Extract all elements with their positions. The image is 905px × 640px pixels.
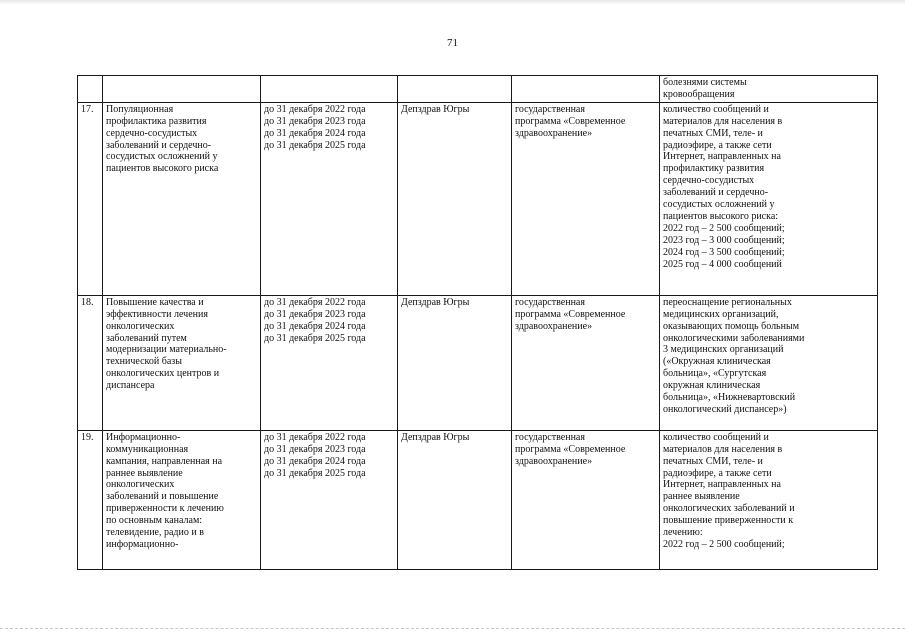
result-line: материалов для населения в [663, 443, 783, 455]
table-row [78, 295, 878, 430]
deadlines-line: до 31 декабря 2022 года [264, 296, 366, 308]
scan-edge-top [0, 0, 905, 5]
result-line: окружная клиническая [663, 380, 761, 392]
deadlines-line: до 31 декабря 2024 года [264, 320, 366, 332]
result-line: пациентов высокого риска: [663, 210, 779, 222]
deadlines-cell [261, 102, 398, 295]
result-cell [660, 102, 878, 295]
table-row [78, 102, 878, 295]
result-line: болезнями системы [663, 77, 747, 88]
event-cell [103, 295, 261, 430]
event-line: телевидение, радио и в [106, 527, 204, 539]
event-line: Информационно- [106, 431, 181, 443]
deadlines-cell [261, 430, 398, 569]
result-line: лечению: [663, 527, 703, 539]
result-cell [660, 430, 878, 569]
event-line: раннее выявление [106, 467, 183, 479]
source-line: программа «Современное [515, 443, 626, 455]
result-line: заболеваний и сердечно- [663, 187, 769, 199]
result-line: материалов для населения в [663, 115, 783, 127]
event-line: онкологических центров и [106, 368, 220, 380]
result-line: переоснащение региональных [663, 296, 792, 308]
measures-table [77, 75, 878, 570]
source-line: здравоохранение» [515, 127, 593, 139]
deadlines-line: до 31 декабря 2023 года [264, 443, 366, 455]
event-line: модернизации материально- [106, 344, 227, 356]
result-line: сосудистых осложнений у [663, 199, 775, 211]
deadlines-cell [261, 295, 398, 430]
page-number: 71 [447, 37, 458, 49]
result-line: 2024 год – 3 500 сообщений; [663, 246, 785, 258]
table-row [78, 430, 878, 569]
event-line: приверженности к лечению [106, 503, 224, 515]
result-line: Интернет, направленных на [663, 479, 781, 491]
deadlines-line: до 31 декабря 2025 года [264, 467, 366, 479]
result-line: радиоэфире, а также сети [663, 467, 772, 479]
row-number-cell: 17. [78, 102, 103, 295]
source-cell [512, 102, 660, 295]
result-line: Интернет, направленных на [663, 151, 781, 163]
row-number-cell [78, 76, 103, 103]
source-line: программа «Современное [515, 308, 626, 320]
result-line: онкологическими заболеваниями [663, 332, 805, 344]
result-line: сердечно-сосудистых [663, 175, 755, 187]
deadlines-line: до 31 декабря 2022 года [264, 103, 366, 115]
executor-cell: Депздрав Югры [398, 295, 512, 430]
result-line: печатных СМИ, теле- и [663, 455, 763, 467]
deadlines-line: до 31 декабря 2022 года [264, 431, 366, 443]
result-line: кровообращения [663, 88, 735, 100]
result-line: больница», «Сургутская [663, 368, 767, 380]
source-line: здравоохранение» [515, 455, 593, 467]
event-line: Повышение качества и [106, 296, 204, 308]
source-line: государственная [515, 296, 585, 308]
event-line: информационно- [106, 538, 179, 550]
source-line: государственная [515, 431, 585, 443]
source-cell [512, 295, 660, 430]
deadlines-line: до 31 декабря 2024 года [264, 455, 366, 467]
executor-cell: Депздрав Югры [398, 102, 512, 295]
source-cell [512, 76, 660, 103]
event-line: сосудистых осложнений у [106, 151, 218, 163]
result-line: радиоэфире, а также сети [663, 139, 772, 151]
event-line: сердечно-сосудистых [106, 127, 198, 139]
result-line: 3 медицинских организаций [663, 344, 784, 356]
source-line: программа «Современное [515, 115, 626, 127]
result-cell [660, 295, 878, 430]
row-number-cell: 18. [78, 295, 103, 430]
table-row [78, 76, 878, 103]
deadlines-line: до 31 декабря 2025 года [264, 332, 366, 344]
result-line: количество сообщений и [663, 431, 769, 443]
event-line: заболеваний и повышение [106, 491, 219, 503]
event-line: онкологических [106, 320, 175, 332]
result-line: («Окружная клиническая [663, 356, 771, 368]
result-line: больница», «Нижневартовский [663, 392, 796, 404]
executor-cell: Депздрав Югры [398, 430, 512, 569]
result-line: 2023 год – 3 000 сообщений; [663, 234, 785, 246]
event-line: по основным каналам: [106, 515, 203, 527]
event-line: профилактика развития [106, 115, 207, 127]
source-line: государственная [515, 103, 585, 115]
event-cell [103, 76, 261, 103]
event-line: пациентов высокого риска [106, 163, 219, 175]
deadlines-line: до 31 декабря 2023 года [264, 308, 366, 320]
deadlines-line: до 31 декабря 2023 года [264, 115, 366, 127]
result-line: медицинских организаций, [663, 308, 779, 320]
result-line: 2022 год – 2 500 сообщений; [663, 222, 785, 234]
result-line: раннее выявление [663, 491, 740, 503]
result-line: онкологический диспансер») [663, 403, 787, 415]
executor-cell [398, 76, 512, 103]
result-line: оказывающих помощь больным [663, 320, 800, 332]
source-cell [512, 430, 660, 569]
deadlines-line: до 31 декабря 2025 года [264, 139, 366, 151]
deadlines-cell [261, 76, 398, 103]
result-line: онкологических заболеваний и [663, 503, 795, 515]
event-line: заболеваний и сердечно- [106, 139, 212, 151]
result-line: повышение приверженности к [663, 515, 794, 527]
event-line: кампания, направленная на [106, 455, 223, 467]
result-cell [660, 76, 878, 103]
result-line: количество сообщений и [663, 103, 769, 115]
event-line: технической базы [106, 356, 182, 368]
event-line: диспансера [106, 380, 155, 392]
result-line: 2025 год – 4 000 сообщений [663, 258, 782, 270]
result-line: 2022 год – 2 500 сообщений; [663, 538, 785, 550]
event-line: Популяционная [106, 103, 174, 115]
result-line: профилактику развития [663, 163, 765, 175]
event-cell [103, 430, 261, 569]
row-number-cell: 19. [78, 430, 103, 569]
event-line: заболеваний путем [106, 332, 187, 344]
scan-edge-bottom [0, 628, 905, 632]
event-line: эффективности лечения [106, 308, 208, 320]
deadlines-line: до 31 декабря 2024 года [264, 127, 366, 139]
event-line: онкологических [106, 479, 175, 491]
event-line: коммуникационная [106, 443, 189, 455]
result-line: печатных СМИ, теле- и [663, 127, 763, 139]
table-body [78, 76, 878, 570]
event-cell [103, 102, 261, 295]
source-line: здравоохранение» [515, 320, 593, 332]
